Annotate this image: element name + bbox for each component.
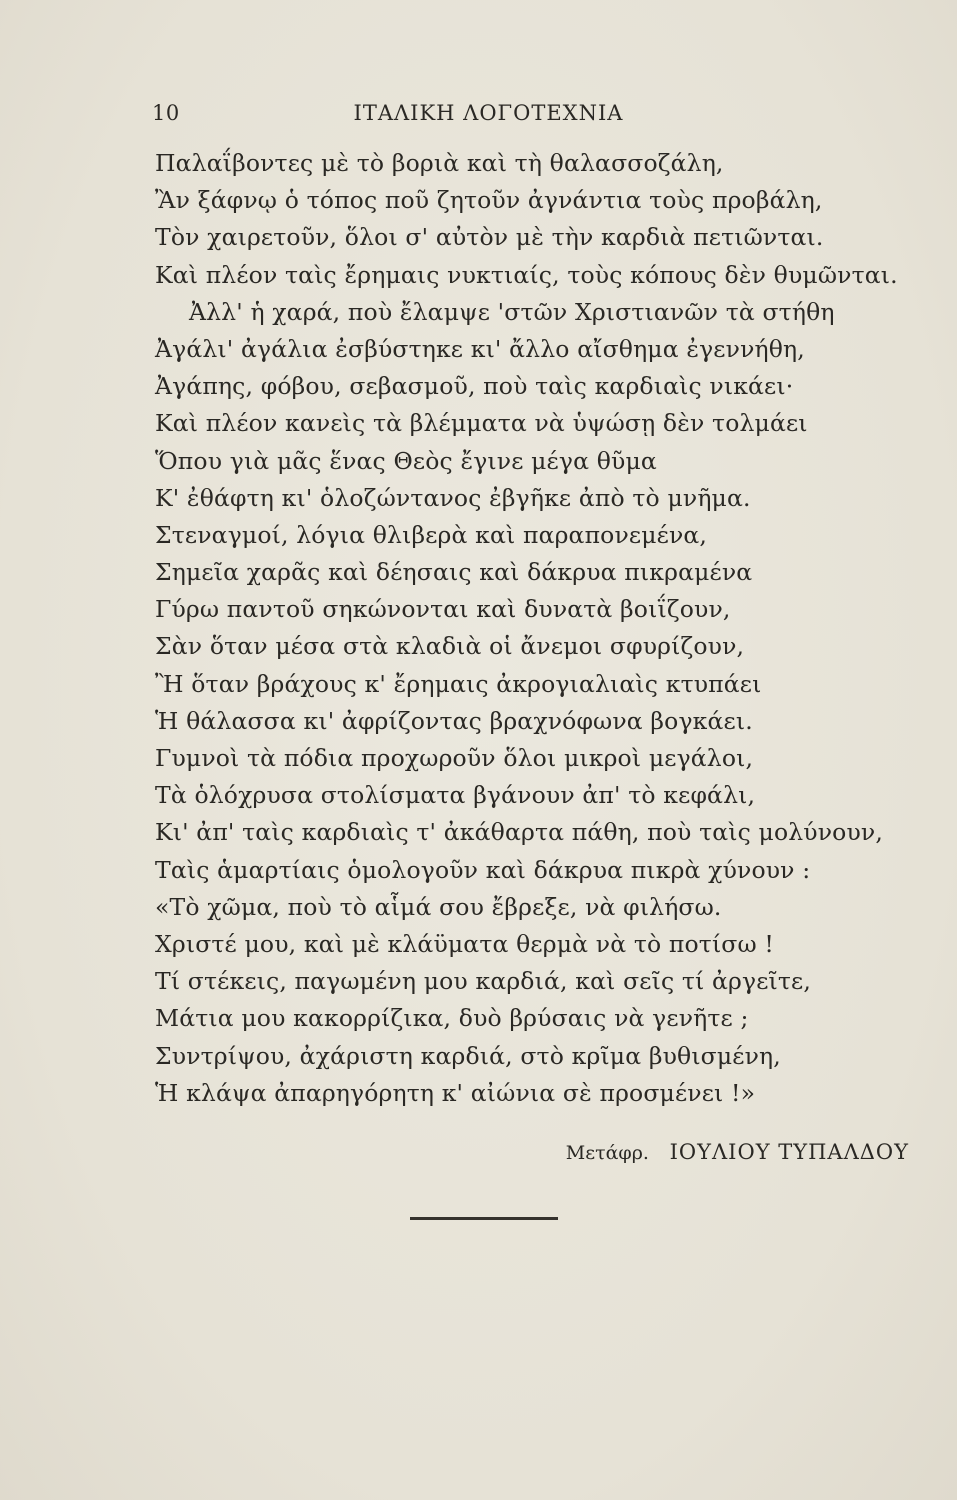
- poem-line: Ἢ ὅταν βράχους κ' ἔρημαις ἀκρογιαλιαὶς κτυπάει: [155, 669, 762, 698]
- poem-line: Μάτια μου κακορρίζικα, δυὸ βρύσαις νὰ γενῆτε ;: [155, 1004, 749, 1033]
- poem-line: Ἡ κλάψα ἀπαρηγόρητη κ' αἰώνια σὲ προσμένει !»: [155, 1078, 756, 1107]
- translator-name: ΙΟΥΛΙΟΥ ΤΥΠΑΛΔΟΥ: [669, 1140, 909, 1164]
- poem-line: «Τὸ χῶμα, ποὺ τὸ αἷμά σου ἔβρεξε, νὰ φιλήσω.: [155, 892, 722, 921]
- poem-line: Κι' ἀπ' ταὶς καρδιαὶς τ' ἀκάθαρτα πάθη, ποὺ ταὶς μολύνουν,: [155, 818, 883, 847]
- poem-line: Ἀγάπης, φόβου, σεβασμοῦ, ποὺ ταὶς καρδιαὶς νικάει·: [155, 372, 794, 401]
- poem-line: Γυμνοὶ τὰ πόδια προχωροῦν ὅλοι μικροὶ μεγάλοι,: [155, 744, 754, 772]
- section-end-rule: [410, 1217, 558, 1220]
- poem-line: Καὶ πλέον ταὶς ἔρημαις νυκτιαίς, τοὺς κόπους δὲν θυμῶνται.: [155, 260, 898, 289]
- poem-line: Καὶ πλέον κανεὶς τὰ βλέμματα νὰ ὑψώσῃ δὲν τολμάει: [155, 409, 808, 438]
- running-title: ΙΤΑΛΙΚΗ ΛΟΓΟΤΕΧΝΙΑ: [353, 101, 624, 125]
- poem-line: Γύρω παντοῦ σηκώνονται καὶ δυνατὰ βοιΐζουν,: [155, 595, 731, 624]
- poem-line: Ἀγάλι' ἀγάλια ἐσβύστηκε κι' ἄλλο αἴσθημα ἐγεννήθη,: [155, 334, 805, 363]
- poem-line: Χριστέ μου, καὶ μὲ κλάϋματα θερμὰ νὰ τὸ ποτίσω !: [155, 929, 775, 958]
- poem-line: Συντρίψου, ἀχάριστη καρδιά, στὸ κρῖμα βυθισμένη,: [155, 1041, 781, 1070]
- poem-line: Ὅπου γιὰ μᾶς ἕνας Θεὸς ἔγινε μέγα θῦμα: [155, 446, 657, 475]
- poem-body: [155, 145, 915, 1112]
- poem-line: Τὸν χαιρετοῦν, ὅλοι σ' αὐτὸν μὲ τὴν καρδιὰ πετιῶνται.: [155, 223, 824, 252]
- translator-credit: [566, 1140, 909, 1164]
- poem-line: Σημεῖα χαρᾶς καὶ δέησαις καὶ δάκρυα πικραμένα: [155, 558, 753, 587]
- poem-line: Ἀλλ' ἡ χαρά, ποὺ ἔλαμψε 'στῶν Χριστιανῶν τὰ στήθη: [189, 297, 835, 326]
- poem-line: Ταὶς ἁμαρτίαις ὁμολογοῦν καὶ δάκρυα πικρὰ χύνουν :: [155, 855, 811, 884]
- poem-line: Ἂν ξάφνῳ ὁ τόπος ποῦ ζητοῦν ἀγνάντια τοὺς προβάλη,: [155, 186, 823, 215]
- poem-line: Τὰ ὁλόχρυσα στολίσματα βγάνουν ἀπ' τὸ κεφάλι,: [155, 781, 756, 810]
- poem-line: Ἡ θάλασσα κι' ἀφρίζοντας βραχνόφωνα βογκάει.: [155, 706, 753, 735]
- poem-line: Σὰν ὅταν μέσα στὰ κλαδιὰ οἱ ἄνεμοι σφυρίζουν,: [155, 632, 745, 661]
- poem-line: Τί στέκεις, παγωμένη μου καρδιά, καὶ σεῖς τί ἀργεῖτε,: [155, 967, 811, 996]
- poem-line: Παλαΐβοντες μὲ τὸ βοριὰ καὶ τὴ θαλασσοζάλη,: [155, 149, 724, 177]
- translation-label: Μετάφρ.: [565, 1142, 649, 1164]
- poem-line: Κ' ἐθάφτη κι' ὁλοζώντανος ἐβγῆκε ἀπὸ τὸ μνῆμα.: [155, 483, 751, 512]
- page-number: 10: [152, 101, 180, 125]
- poem-line: Στεναγμοί, λόγια θλιβερὰ καὶ παραπονεμένα,: [155, 520, 708, 549]
